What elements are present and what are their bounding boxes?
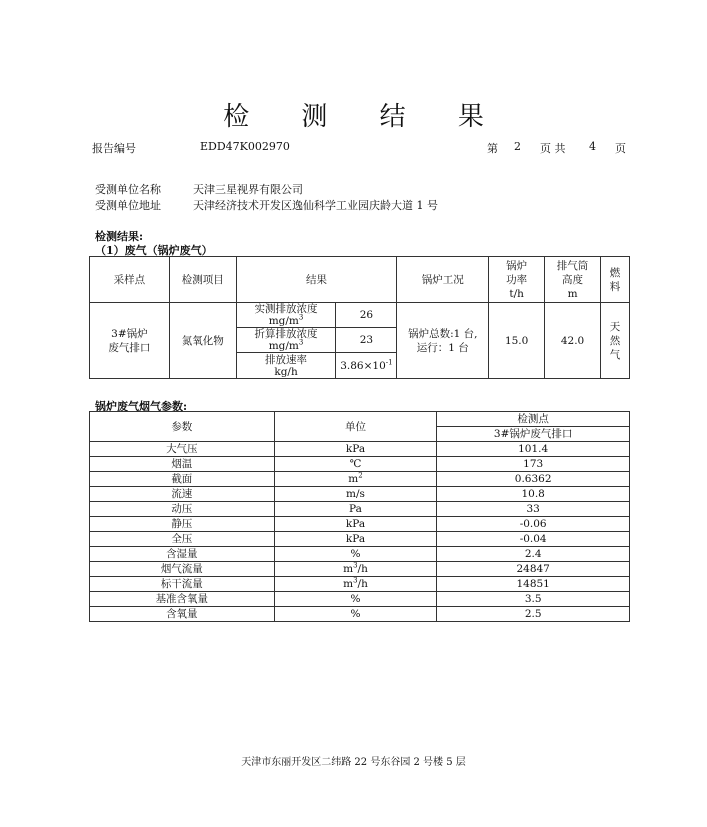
sampling-point-line2: 废气排口 [108, 341, 151, 354]
boiler-condition-line1: 锅炉总数:1 台, [408, 327, 478, 340]
subsection-heading: （1）废气（锅炉废气） [95, 244, 213, 257]
param-unit: $m^3/h$ [274, 562, 437, 577]
param-name: 含湿量 [90, 547, 275, 562]
client-address-value: 天津经济技术开发区逸仙科学工业园庆龄大道 1 号 [193, 199, 438, 212]
param-unit: % [274, 547, 437, 562]
table-header-row [90, 257, 630, 303]
param-name: 动压 [90, 502, 275, 517]
header-stack-height-line3: m [567, 287, 578, 300]
param-value: 3.5 [437, 592, 630, 607]
header-stack-height-line2: 高度 [562, 273, 584, 286]
client-address-label: 受测单位地址 [95, 199, 161, 212]
param-name: 大气压 [90, 442, 275, 457]
report-number-label: 报告编号 [92, 142, 136, 155]
param-unit: kPa [274, 517, 437, 532]
boiler-condition-line2: 运行：1 台 [416, 341, 469, 354]
param-value: 10.8 [437, 487, 630, 502]
fuel-value-line2: 然 [609, 334, 621, 347]
converted-concentration-value: 23 [336, 328, 397, 353]
client-name-label: 受测单位名称 [95, 183, 161, 196]
param-name: 含氧量 [90, 607, 275, 622]
param-name: 标干流量 [90, 577, 275, 592]
param-unit: m/s [274, 487, 437, 502]
fuel-value-line1: 天 [609, 320, 621, 333]
param-name: 烟温 [90, 457, 275, 472]
header-fuel-line2: 料 [609, 280, 621, 293]
header-result: 结果 [236, 257, 397, 303]
param-unit: % [274, 592, 437, 607]
param-unit: $m^2$ [274, 472, 437, 487]
header-fuel [601, 257, 630, 303]
param-value: 173 [437, 457, 630, 472]
param-unit: kPa [274, 532, 437, 547]
table-row [90, 607, 630, 622]
param-unit: kPa [274, 442, 437, 457]
table-row [90, 487, 630, 502]
stack-height-value: 42.0 [545, 303, 601, 379]
param-name: 全压 [90, 532, 275, 547]
header-point-name: 3#锅炉废气排口 [437, 427, 630, 442]
header-boiler-condition: 锅炉工况 [397, 257, 489, 303]
client-name-value: 天津三星视界有限公司 [193, 183, 303, 196]
page-title: 检 测 结 果 [223, 102, 506, 132]
converted-concentration-label-line1: 折算排放浓度 [254, 328, 318, 340]
param-value: -0.06 [437, 517, 630, 532]
page-total: 4 [589, 140, 596, 153]
report-number-value: EDD47K002970 [200, 140, 290, 153]
emission-rate-label-line1: 排放速率 [265, 353, 308, 366]
param-unit: % [274, 607, 437, 622]
param-unit: $m^3/h$ [274, 577, 437, 592]
boiler-condition-cell [397, 303, 489, 379]
fuel-value [601, 303, 630, 379]
table-row [90, 442, 630, 457]
param-name: 流速 [90, 487, 275, 502]
section-heading: 检测结果: [95, 230, 144, 243]
param-name: 基准含氧量 [90, 592, 275, 607]
param-value: 33 [437, 502, 630, 517]
header-param: 参数 [90, 412, 275, 442]
param-name: 烟气流量 [90, 562, 275, 577]
header-unit: 单位 [274, 412, 437, 442]
sampling-point-cell [90, 303, 170, 379]
table-row [90, 592, 630, 607]
param-value: 14851 [437, 577, 630, 592]
param-name: 静压 [90, 517, 275, 532]
measured-concentration-value: 26 [336, 303, 397, 328]
footer-address: 天津市东丽开发区二纬路 22 号东谷园 2 号楼 5 层 [241, 757, 466, 768]
measured-concentration-label-line1: 实测排放浓度 [254, 303, 318, 315]
header-stack-height-line1: 排气筒 [556, 259, 589, 272]
param-value: 2.5 [437, 607, 630, 622]
table-row [90, 547, 630, 562]
converted-concentration-unit: $mg/m^3$ [268, 338, 304, 352]
page-current: 2 [514, 140, 521, 153]
header-item: 检测项目 [169, 257, 236, 303]
measured-concentration-unit: $mg/m^3$ [268, 313, 304, 327]
converted-concentration-label [236, 328, 336, 353]
measured-concentration-label [236, 303, 336, 328]
header-boiler-power [489, 257, 545, 303]
page-label-1: 第 [487, 142, 498, 155]
table-row [90, 532, 630, 547]
header-boiler-power-line3: t/h [509, 287, 524, 300]
param-value: 0.6362 [437, 472, 630, 487]
emission-rate-label [236, 353, 336, 379]
item-cell: 氮氧化物 [169, 303, 236, 379]
table-row [90, 303, 630, 328]
param-unit: Pa [274, 502, 437, 517]
table-row [90, 457, 630, 472]
table-row [90, 562, 630, 577]
fuel-value-line3: 气 [609, 348, 621, 361]
header-stack-height [545, 257, 601, 303]
header-fuel-line1: 燃 [609, 266, 621, 279]
emission-rate-unit: kg/h [274, 365, 298, 378]
param-name: 截面 [90, 472, 275, 487]
param-value: 101.4 [437, 442, 630, 457]
param-value: -0.04 [437, 532, 630, 547]
boiler-power-value: 15.0 [489, 303, 545, 379]
header-sampling-point: 采样点 [90, 257, 170, 303]
sampling-point-line1: 3#锅炉 [111, 327, 148, 340]
page-label-2: 页 共 [540, 142, 566, 155]
table-row [90, 502, 630, 517]
table-header-row [90, 412, 630, 427]
flue-gas-parameters-table [89, 411, 630, 622]
header-boiler-power-line1: 锅炉 [506, 259, 528, 272]
header-point: 检测点 [437, 412, 630, 427]
page-label-3: 页 [615, 142, 626, 155]
table-row [90, 472, 630, 487]
param-value: 2.4 [437, 547, 630, 562]
emission-rate-value: $3.86\times 10^{-1}$ [336, 353, 397, 379]
header-boiler-power-line2: 功率 [506, 273, 528, 286]
emission-results-table [89, 256, 630, 379]
param-value: 24847 [437, 562, 630, 577]
table-row [90, 517, 630, 532]
table-row [90, 577, 630, 592]
table2-heading: 锅炉废气烟气参数: [95, 400, 188, 413]
param-unit: ℃ [274, 457, 437, 472]
